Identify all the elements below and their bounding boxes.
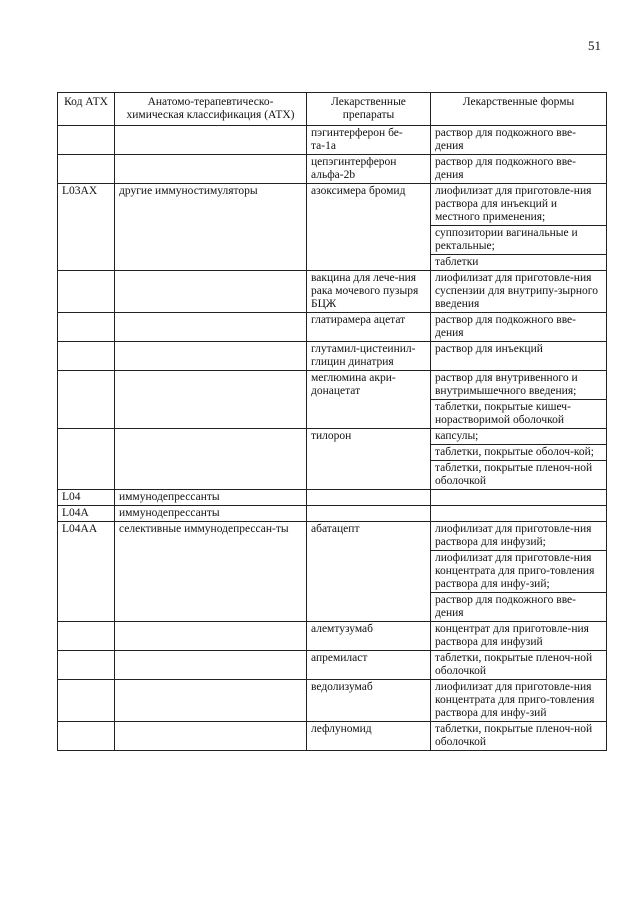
dosage-form-item: лиофилизат для приготовле-ния раствора для инфузий; [435, 523, 592, 548]
classification-cell [115, 271, 307, 313]
table-row [58, 155, 607, 184]
drug-name-cell: ведолизумаб [307, 680, 431, 722]
dosage-forms-cell [431, 184, 607, 271]
classification-cell [115, 651, 307, 680]
classification-cell: иммунодепрессанты [115, 506, 307, 522]
dosage-forms-cell [431, 680, 607, 722]
atx-code-cell [58, 371, 115, 429]
drug-name-cell: азоксимера бромид [307, 184, 431, 271]
atx-code-cell: L04 [58, 490, 115, 506]
table-row [58, 522, 607, 622]
atx-code-cell: L03AX [58, 184, 115, 271]
dosage-form-item [431, 506, 606, 521]
classification-cell [115, 622, 307, 651]
atx-table [57, 92, 607, 751]
table-row [58, 271, 607, 313]
dosage-forms-cell [431, 722, 607, 751]
drug-name-cell: вакцина для лече-ния рака мочевого пузыря БЦЖ [307, 271, 431, 313]
atx-code-cell: L04A [58, 506, 115, 522]
header-preparations: Лекарственные препараты [307, 93, 431, 126]
dosage-form-item: раствор для подкожного вве-дения [431, 592, 606, 621]
table-row [58, 342, 607, 371]
dosage-forms-cell [431, 490, 607, 506]
dosage-form-item: таблетки, покрытые пленоч-ной оболочкой [431, 460, 606, 489]
dosage-form-item: таблетки, покрытые пленоч-ной оболочкой [435, 723, 593, 748]
atx-code-cell [58, 313, 115, 342]
table-row [58, 371, 607, 429]
dosage-form-item: концентрат для приготовле-ния раствора для инфузий [435, 623, 589, 648]
classification-cell [115, 313, 307, 342]
atx-code-cell [58, 342, 115, 371]
table-row [58, 313, 607, 342]
dosage-forms-cell [431, 622, 607, 651]
drug-name-cell: абатацепт [307, 522, 431, 622]
dosage-forms-cell [431, 342, 607, 371]
dosage-forms-cell [431, 271, 607, 313]
classification-cell [115, 680, 307, 722]
table-row [58, 651, 607, 680]
dosage-form-item: капсулы; [435, 430, 479, 442]
table-row [58, 126, 607, 155]
table-row [58, 722, 607, 751]
dosage-form-item [431, 490, 606, 505]
classification-cell [115, 722, 307, 751]
dosage-form-item: лиофилизат для приготовле-ния раствора для инъекций и местного применения; [435, 185, 592, 223]
drug-name-cell: глатирамера ацетат [307, 313, 431, 342]
atx-code-cell: L04AA [58, 522, 115, 622]
drug-name-cell: пэгинтерферон бе-та-1а [307, 126, 431, 155]
classification-cell [115, 126, 307, 155]
table-row [58, 490, 607, 506]
table-row [58, 680, 607, 722]
atx-code-cell [58, 271, 115, 313]
dosage-form-item: таблетки, покрытые оболоч-кой; [431, 444, 606, 460]
drug-name-cell: глутамил-цистеинил-глицин динатрия [307, 342, 431, 371]
table-row [58, 429, 607, 490]
dosage-forms-cell [431, 429, 607, 490]
dosage-form-item: раствор для подкожного вве-дения [435, 156, 576, 181]
drug-name-cell [307, 506, 431, 522]
atx-code-cell [58, 622, 115, 651]
classification-cell: другие иммуностимуляторы [115, 184, 307, 271]
classification-cell [115, 429, 307, 490]
dosage-forms-cell [431, 522, 607, 622]
drug-name-cell: лефлуномид [307, 722, 431, 751]
table-body [58, 126, 607, 751]
dosage-form-item: таблетки [431, 254, 606, 270]
header-forms: Лекарственные формы [431, 93, 607, 126]
drug-name-cell: алемтузумаб [307, 622, 431, 651]
drug-name-cell: тилорон [307, 429, 431, 490]
header-classification: Анатомо-терапевтическо-химическая классификация (АТХ) [115, 93, 307, 126]
drug-name-cell: цепэгинтерферон альфа-2b [307, 155, 431, 184]
header-row [58, 93, 607, 126]
table-row [58, 184, 607, 271]
dosage-forms-cell [431, 506, 607, 522]
drug-name-cell: апремиласт [307, 651, 431, 680]
dosage-forms-cell [431, 313, 607, 342]
classification-cell: иммунодепрессанты [115, 490, 307, 506]
atx-code-cell [58, 722, 115, 751]
table-row [58, 622, 607, 651]
classification-cell: селективные иммунодепрессан-ты [115, 522, 307, 622]
dosage-forms-cell [431, 126, 607, 155]
header-code: Код АТХ [58, 93, 115, 126]
dosage-form-item: таблетки, покрытые кишеч-норастворимой оболочкой [431, 399, 606, 428]
drug-name-cell [307, 490, 431, 506]
atx-code-cell [58, 651, 115, 680]
dosage-form-item: лиофилизат для приготовле-ния концентрата для приго-товления раствора для инфу-зий; [431, 550, 606, 592]
atx-code-cell [58, 126, 115, 155]
table-row [58, 506, 607, 522]
classification-cell [115, 342, 307, 371]
dosage-form-item: лиофилизат для приготовле-ния концентрата для приго-товления раствора для инфу-зий [435, 681, 595, 719]
dosage-forms-cell [431, 155, 607, 184]
dosage-form-item: таблетки, покрытые пленоч-ной оболочкой [435, 652, 593, 677]
dosage-form-item: лиофилизат для приготовле-ния суспензии для внутрипу-зырного введения [435, 272, 598, 310]
dosage-form-item: суппозитории вагинальные и ректальные; [431, 225, 606, 254]
dosage-form-item: раствор для внутривенного и внутримышечного введения; [435, 372, 578, 397]
atx-code-cell [58, 429, 115, 490]
dosage-form-item: раствор для инъекций [435, 343, 543, 355]
classification-cell [115, 155, 307, 184]
drug-name-cell: меглюмина акри-донацетат [307, 371, 431, 429]
page-number: 51 [588, 38, 601, 53]
atx-code-cell [58, 680, 115, 722]
dosage-forms-cell [431, 651, 607, 680]
dosage-form-item: раствор для подкожного вве-дения [435, 127, 576, 152]
atx-code-cell [58, 155, 115, 184]
dosage-forms-cell [431, 371, 607, 429]
classification-cell [115, 371, 307, 429]
dosage-form-item: раствор для подкожного вве-дения [435, 314, 576, 339]
